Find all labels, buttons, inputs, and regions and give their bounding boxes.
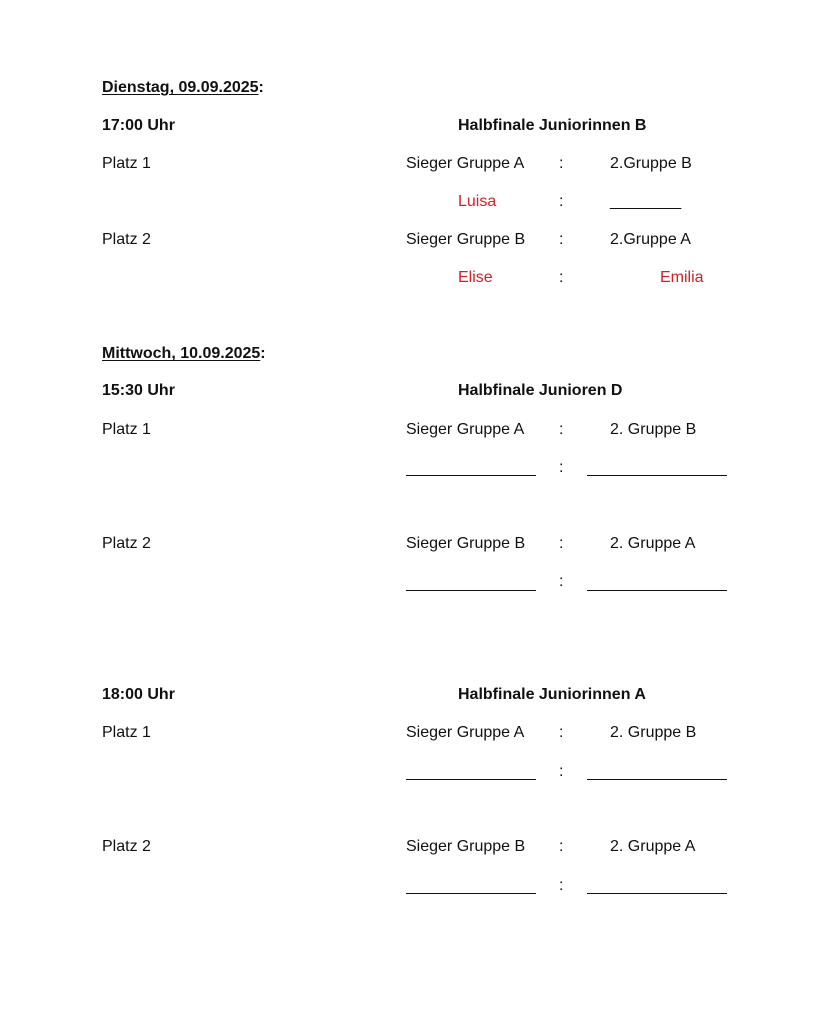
team-left: Sieger Gruppe B [406, 838, 526, 855]
field-label: Platz 1 [102, 421, 151, 438]
team-left: Sieger Gruppe B [406, 535, 526, 552]
team-left: Sieger Gruppe A [406, 724, 525, 741]
field-label: Platz 1 [102, 724, 151, 741]
time-label: 18:00 Uhr [102, 686, 175, 703]
vs-separator: : [559, 155, 564, 172]
vs-separator: : [559, 877, 564, 894]
result-blank-left [406, 475, 536, 476]
vs-separator: : [559, 763, 564, 780]
date-colon: : [260, 345, 266, 362]
vs-separator: : [559, 573, 564, 590]
vs-separator: : [559, 193, 564, 210]
result-right: Emilia [660, 269, 704, 286]
team-right: 2. Gruppe B [610, 724, 697, 741]
vs-separator: : [559, 269, 564, 286]
vs-separator: : [559, 459, 564, 476]
match-title: Halbfinale Juniorinnen A [458, 686, 646, 703]
vs-separator: : [559, 231, 564, 248]
result-blank-right [587, 893, 727, 894]
time-label: 17:00 Uhr [102, 117, 175, 134]
vs-separator: : [559, 838, 564, 855]
vs-separator: : [559, 535, 564, 552]
team-right: 2. Gruppe A [610, 838, 696, 855]
team-left: Sieger Gruppe A [406, 155, 525, 172]
vs-separator: : [559, 724, 564, 741]
team-left: Sieger Gruppe B [406, 231, 526, 248]
vs-separator: : [559, 421, 564, 438]
team-right: 2. Gruppe B [610, 421, 697, 438]
team-right: 2. Gruppe A [610, 535, 696, 552]
result-blank-right [587, 779, 727, 780]
result-left: Elise [458, 269, 493, 286]
date-text: Mittwoch, 10.09.2025 [102, 345, 261, 362]
field-label: Platz 2 [102, 231, 151, 248]
field-label: Platz 2 [102, 535, 151, 552]
result-blank-left [406, 590, 536, 591]
field-label: Platz 1 [102, 155, 151, 172]
time-label: 15:30 Uhr [102, 382, 175, 399]
result-blank-left [406, 779, 536, 780]
team-right: 2.Gruppe B [610, 155, 692, 172]
result-blank-right [587, 590, 727, 591]
result-left: Luisa [458, 193, 497, 210]
team-right: 2.Gruppe A [610, 231, 691, 248]
date-heading-tuesday [102, 78, 264, 98]
match-title: Halbfinale Junioren D [458, 382, 623, 399]
team-left: Sieger Gruppe A [406, 421, 525, 438]
match-title: Halbfinale Juniorinnen B [458, 117, 647, 134]
result-blank-right [587, 475, 727, 476]
date-heading-wednesday [102, 344, 266, 364]
result-blank-left [406, 893, 536, 894]
result-right: ________ [610, 193, 682, 210]
field-label: Platz 2 [102, 838, 151, 855]
date-text: Dienstag, 09.09.2025 [102, 79, 259, 96]
date-colon: : [258, 79, 264, 96]
